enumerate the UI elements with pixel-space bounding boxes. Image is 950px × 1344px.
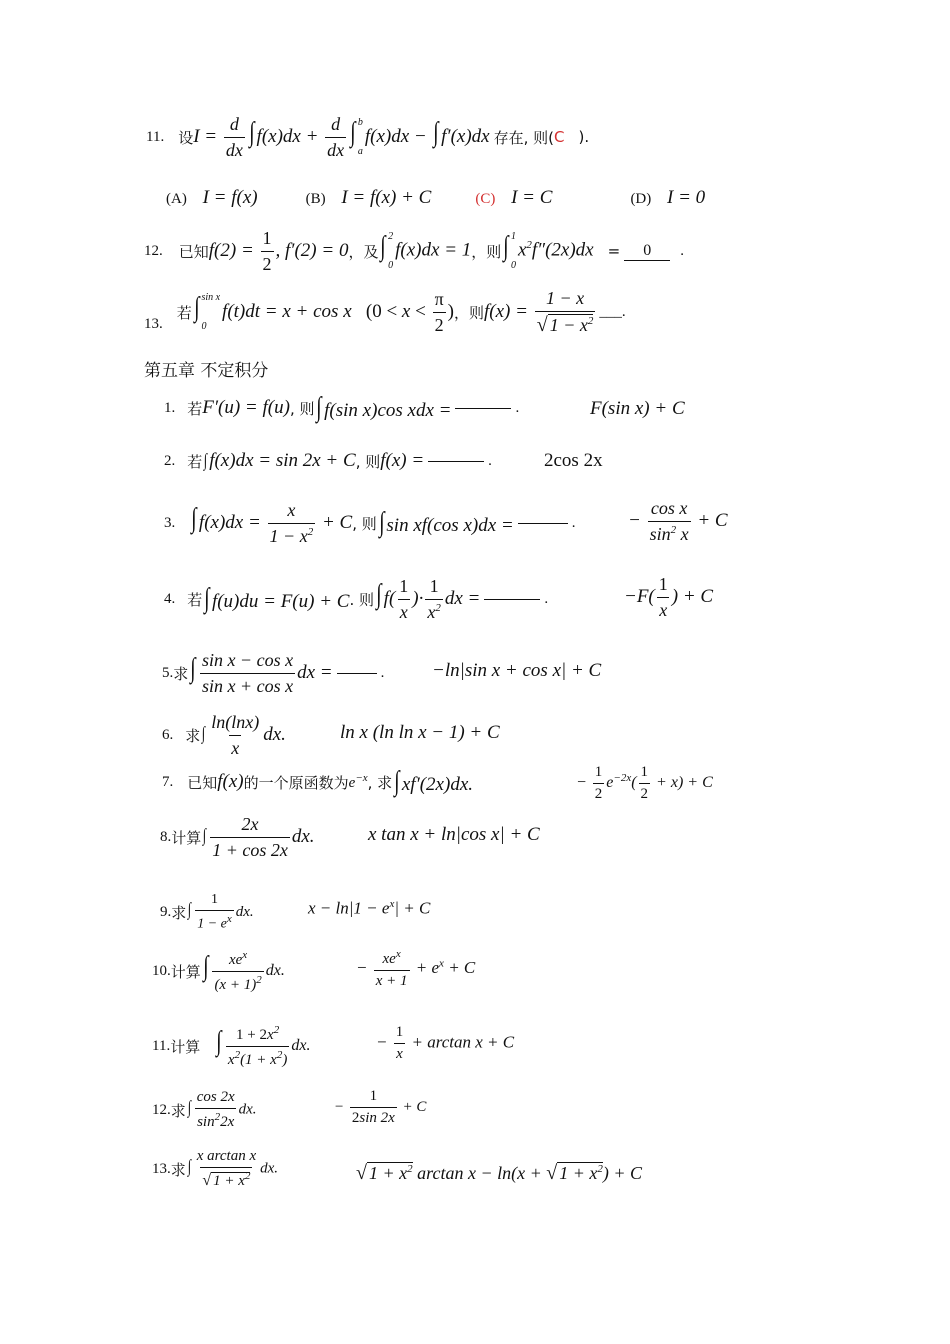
question-11 [0, 112, 950, 162]
formula: $e^{-x}$ [348, 772, 368, 791]
formula: f(x) = $\frac{1 - x}{√ 1 - x^2}$ [484, 287, 594, 336]
question-number: 12. [144, 242, 163, 259]
formula: ∫ sin x 0 f(t)dt = x + cos x (0 < x < $\frac{\pi}{2}$ ) [193, 288, 454, 335]
answer-choice: C [554, 128, 565, 146]
item-4: 4. 若 ∫ f(u)du = F(u) + C . 则 ∫ f( $\frac{1}{x}$ )· $\frac{1}{x^2}$ dx = . [164, 575, 549, 622]
question-text: ). [578, 128, 590, 146]
item-text: 若 [187, 452, 203, 471]
question-number: 11. [146, 128, 165, 145]
option-c: (C) I = C [475, 187, 553, 208]
question-text: 设 [178, 128, 194, 147]
question-text: 存在, 则( [493, 128, 554, 147]
item-number: 12. [152, 1101, 171, 1118]
answer: F(sin x) + C [590, 398, 685, 419]
formula: ∫ sin xf(cos x)dx = [378, 507, 514, 538]
formula: ∫ $\frac{\text{sin x − cos x}}{\text{sin x + cos x}}$ dx = [190, 649, 333, 696]
question-number: 13. [144, 315, 163, 332]
item-number: 3. [164, 514, 176, 531]
item-2: 2. 若 ∫f(x)dx = sin 2x + C , 则 f(x) = . [164, 450, 492, 471]
chapter-heading: 第五章 不定积分 [144, 361, 269, 381]
answer-blank [484, 599, 540, 600]
formula: ∫ $\frac{\cos 2x}{\sin^22x}$ dx. [187, 1089, 257, 1130]
item-3: 3. ∫ f(x)dx = $\frac{x}{1 - x^2}$ + C , 则 ∫ sin xf(cos x)dx = . [164, 499, 576, 546]
item-text: 求 [170, 1160, 186, 1179]
answer-blank [518, 523, 568, 524]
answer: 2cos 2x [544, 450, 603, 471]
item-text: 计算 [170, 962, 201, 981]
item-number: 2. [164, 452, 176, 469]
item-text: 计算 [170, 1037, 201, 1056]
item-7 [0, 760, 950, 804]
item-number: 1. [164, 399, 176, 416]
formula: ∫ $\frac{\ln(\ln x)}{x}$ dx. [202, 711, 286, 758]
answer: ln x (ln ln x − 1) + C [340, 722, 500, 743]
formula: ∫ $\frac{2x}{1 + \cos 2x}$ dx. [203, 813, 315, 860]
formula: ∫ $\frac{\text{x arctan x}}{√ 1 + x^2}$ dx. [187, 1148, 279, 1189]
formula: ∫ f(sin x)cos xdx = [316, 392, 452, 423]
item-number: 7. [162, 773, 174, 790]
question-12: 12. 已知 f(2) = $\frac{1}{2}$ , f′(2) = 0 ，及 ∫ 2 0 f(x)dx = 1 ，则 ∫ 1 0 $x^2f''(2x)dx$ = 0 . [144, 227, 684, 274]
item-number: 13. [152, 1160, 171, 1177]
formula: ∫ 1 0 $x^2f''(2x)dx$ [503, 231, 594, 271]
answer: x tan x + ln|cos x| + C [368, 824, 540, 845]
answer-blank [455, 408, 511, 409]
item-text: , 则 [352, 514, 377, 533]
item-12 [0, 1088, 950, 1132]
item-number: 10. [152, 962, 171, 979]
item-text: 求 [173, 664, 189, 683]
item-text: 求 [170, 1101, 186, 1120]
option-a: (A) I = f(x) [166, 187, 258, 208]
option-d: (D) I = 0 [630, 187, 706, 208]
answer: −ln|sin x + cos x| + C [432, 660, 602, 681]
answer: −F( $\frac{1}{x}$ ) + C [624, 574, 714, 620]
answer-blank [337, 673, 377, 674]
answer: √ $1 + x^2$ arctan x − ln(x + √ $1 + x^2) + C$ [356, 1162, 642, 1184]
formula: F′(u) = f(u) [202, 397, 290, 418]
item-number: 9. [160, 903, 172, 920]
answer: $x - \ln|1 - e^x| + C$ [308, 898, 431, 918]
item-text: 已知 [187, 773, 218, 792]
item-number: 6. [162, 726, 174, 743]
item-text: , 则 [289, 399, 315, 418]
item-text: , 则 [355, 452, 381, 471]
formula: ∫ f( $\frac{1}{x}$ )· $\frac{1}{x^2}$ dx = [376, 575, 481, 622]
item-text: 若 [187, 399, 203, 418]
item-number: 5. [162, 664, 174, 681]
item-number: 8. [160, 828, 172, 845]
item-text: 求 [185, 726, 201, 745]
formula: ∫ xf′(2x)dx. [394, 766, 473, 797]
formula: ∫f(x)dx = sin 2x + C [204, 450, 356, 471]
item-text: 若 [187, 590, 203, 609]
answer: − $\frac{xe^x}{x + 1}$ + $e^x + C$ [356, 948, 476, 989]
item-number: 11. [152, 1037, 171, 1054]
formula: ∫ $\frac{xe^x}{(x + 1)^2}$ dx. [202, 948, 285, 993]
item-9 [0, 890, 950, 934]
formula: I = $\frac{d}{dx}$ ∫ f(x)dx + $\frac{d}{dx}$ ∫ b a f(x)dx − ∫ f′(x)dx [193, 113, 490, 160]
options-row [0, 184, 950, 212]
question-text: 若 [176, 303, 192, 322]
answer-blank: 0 [624, 242, 670, 261]
formula: f(2) = $\frac{1}{2}$ , f′(2) = 0 [208, 227, 349, 274]
formula: ∫ f(x)dx = $\frac{x}{1 - x^2}$ + C [191, 499, 353, 546]
answer: − $\frac{1}{x}$ + arctan x + C [376, 1024, 515, 1062]
item-text: 求 [171, 903, 187, 922]
answer: − $\frac{1}{2}$ $e^{-2x}$( $\frac{1}{2}$ + x) + C [576, 764, 713, 802]
formula: f(x) [217, 771, 244, 792]
item-text: 的一个原函数为 [243, 773, 349, 792]
question-text: ，则 [471, 242, 502, 261]
answer-blank [428, 461, 484, 462]
item-1: 1. 若 F′(u) = f(u) , 则 ∫ f(sin x)cos xdx = . [164, 392, 520, 423]
answer: − $\frac{1}{2\sin 2x}$ + C [334, 1088, 427, 1126]
question-text: ，则 [454, 303, 485, 322]
question-13: 13. 若 ∫ sin x 0 f(t)dt = x + cos x (0 < x < $\frac{\pi}{2}$ ) ，则 f(x) = $\frac{1 - x}{√ 1 - x^2}$ ___. [144, 287, 626, 336]
item-text: , 求 [367, 773, 393, 792]
formula: f(x) = [380, 450, 425, 471]
answer: − $\frac{\text{cos x}}{\sin^2 x}$ + C [628, 498, 728, 544]
option-b: (B) I = f(x) + C [305, 187, 432, 208]
formula: ∫ $\frac{1 + 2x^2}{x^2(1 + x^2)}$ dx. [216, 1023, 311, 1068]
question-text: ，及 [348, 242, 379, 261]
item-5: 5. 求 ∫ $\frac{\text{sin x − cos x}}{\text{sin x + cos x}}$ dx = . [162, 649, 385, 696]
item-number: 4. [164, 590, 176, 607]
formula: ∫ $\frac{1}{1 - e^x}$ dx. [188, 891, 254, 932]
formula: ∫ 2 0 f(x)dx = 1 [380, 231, 472, 271]
item-text: . 则 [349, 590, 374, 609]
item-text: 计算 [171, 828, 202, 847]
formula: ∫ f(u)du = F(u) + C [204, 583, 350, 614]
question-text: 已知 [178, 242, 209, 261]
